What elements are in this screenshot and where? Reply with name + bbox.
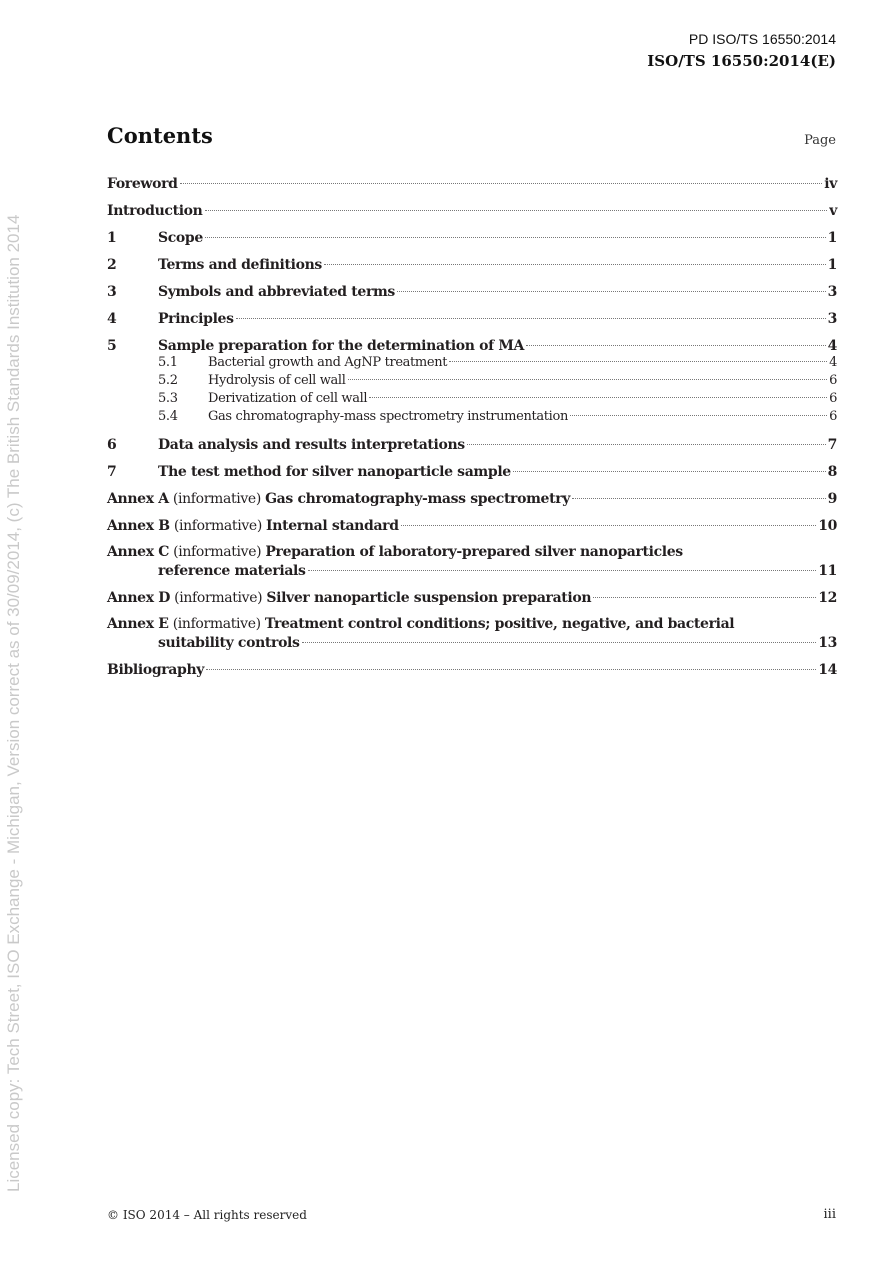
toc-entry-number: 5.3 bbox=[158, 391, 178, 406]
annex-id: Annex C bbox=[107, 544, 170, 560]
dot-leader bbox=[180, 183, 823, 184]
page-column-label: Page bbox=[804, 133, 836, 148]
toc-entry-bibliography[interactable] bbox=[107, 660, 837, 687]
document-id: PD ISO/TS 16550:2014 bbox=[688, 31, 836, 47]
dot-leader bbox=[348, 379, 828, 380]
toc-entry-annex-d[interactable] bbox=[107, 588, 837, 615]
dot-leader bbox=[308, 570, 817, 571]
toc-entry-page: 11 bbox=[818, 563, 837, 579]
annex-id: Annex A bbox=[107, 491, 169, 507]
toc-entry-page: 3 bbox=[827, 284, 837, 300]
dot-leader bbox=[302, 642, 817, 643]
annex-title: Silver nanoparticle suspension preparation bbox=[266, 590, 592, 606]
toc-entry-clause-4[interactable] bbox=[107, 309, 837, 336]
page-number: iii bbox=[823, 1207, 836, 1222]
toc-entry-number: 3 bbox=[107, 284, 117, 300]
toc-entry-page: 14 bbox=[818, 662, 837, 678]
annex-id: Annex B bbox=[107, 518, 170, 534]
annex-kind: (informative) bbox=[173, 518, 262, 534]
toc-entry-number: 5.4 bbox=[158, 409, 178, 424]
toc-entry-label: Bacterial growth and AgNP treatment bbox=[208, 355, 448, 370]
annex-title-continued: reference materials bbox=[158, 563, 306, 579]
dot-leader bbox=[449, 361, 827, 362]
toc-entry-page: 4 bbox=[829, 355, 837, 370]
toc-entry-number: 5 bbox=[107, 338, 117, 354]
toc-entry-label: Derivatization of cell wall bbox=[208, 391, 368, 406]
toc-entry-label bbox=[107, 588, 591, 608]
toc-entry-label: Introduction bbox=[107, 203, 203, 219]
dot-leader bbox=[236, 318, 826, 319]
toc-entry-number: 6 bbox=[107, 437, 117, 453]
toc-entry-label bbox=[107, 489, 570, 509]
toc-entry-page: iv bbox=[824, 176, 837, 192]
toc-entry-number: 4 bbox=[107, 311, 117, 327]
toc-entry-page: 7 bbox=[827, 437, 837, 453]
toc-entry-label bbox=[107, 543, 683, 561]
toc-entry-page: 1 bbox=[827, 230, 837, 246]
dot-leader bbox=[467, 444, 826, 445]
toc-entry-label: Foreword bbox=[107, 176, 178, 192]
toc-entry-clause-6[interactable] bbox=[107, 435, 837, 462]
toc-entry-label: Symbols and abbreviated terms bbox=[158, 284, 395, 300]
toc-entry-clause-1[interactable] bbox=[107, 228, 837, 255]
annex-title: Treatment control conditions; positive, negative, and bacterial bbox=[264, 616, 735, 632]
toc-entry-label: Bibliography bbox=[107, 662, 205, 678]
toc-entry-page: 9 bbox=[827, 491, 837, 507]
toc-entry-number: 1 bbox=[107, 230, 117, 246]
toc-entry-number: 7 bbox=[107, 464, 117, 480]
toc-entry-label: Data analysis and results interpretations bbox=[158, 437, 465, 453]
toc-entry-annex-e-continued[interactable] bbox=[107, 633, 837, 660]
toc-entry-number: 2 bbox=[107, 257, 117, 273]
dot-leader bbox=[206, 669, 816, 670]
toc-entry-page: 6 bbox=[829, 409, 837, 424]
license-watermark: Licensed copy: Tech Street, ISO Exchange - Michigan, Version correct as of 30/09/2014, (c) The British Standards Institution 2014 bbox=[4, 214, 23, 1192]
toc-entry-page: 10 bbox=[818, 518, 837, 534]
dot-leader bbox=[570, 415, 827, 416]
toc-entry-annex-c-continued[interactable] bbox=[107, 561, 837, 588]
dot-leader bbox=[397, 291, 826, 292]
toc-entry-label: Principles bbox=[158, 311, 234, 327]
toc-entry-page: 8 bbox=[827, 464, 837, 480]
toc-entry-label: Sample preparation for the determination of MA bbox=[158, 338, 524, 354]
dot-leader bbox=[324, 264, 826, 265]
dot-leader bbox=[205, 237, 826, 238]
dot-leader bbox=[369, 397, 827, 398]
annex-title: Preparation of laboratory-prepared silver nanoparticles bbox=[265, 544, 683, 560]
toc-entry-label: Hydrolysis of cell wall bbox=[208, 373, 346, 388]
annex-title: Internal standard bbox=[266, 518, 399, 534]
dot-leader bbox=[572, 498, 826, 499]
toc-entry-page: 6 bbox=[829, 373, 837, 388]
annex-kind: (informative) bbox=[174, 590, 263, 606]
toc-entry-introduction[interactable] bbox=[107, 201, 837, 228]
toc-entry-label: The test method for silver nanoparticle sample bbox=[158, 464, 511, 480]
dot-leader bbox=[593, 597, 816, 598]
toc-entry-page: 3 bbox=[827, 311, 837, 327]
toc-entry-subclause-5-4[interactable] bbox=[107, 408, 837, 426]
toc-entry-annex-b[interactable] bbox=[107, 516, 837, 543]
toc-entry-clause-2[interactable] bbox=[107, 255, 837, 282]
document-id-edition: ISO/TS 16550:2014(E) bbox=[647, 52, 836, 70]
toc-entry-clause-7[interactable] bbox=[107, 462, 837, 489]
toc-entry-page: 4 bbox=[827, 338, 837, 354]
toc-entry-page: 13 bbox=[818, 635, 837, 651]
toc-entry-number: 5.2 bbox=[158, 373, 178, 388]
annex-title: Gas chromatography-mass spectrometry bbox=[265, 491, 571, 507]
toc-entry-label bbox=[107, 516, 399, 536]
dot-leader bbox=[513, 471, 826, 472]
toc-entry-label: Terms and definitions bbox=[158, 257, 322, 273]
annex-title-continued: suitability controls bbox=[158, 635, 300, 651]
toc-entry-subclause-5-2[interactable] bbox=[107, 372, 837, 390]
annex-kind: (informative) bbox=[172, 491, 261, 507]
table-of-contents bbox=[107, 174, 837, 687]
toc-entry-page: 6 bbox=[829, 391, 837, 406]
toc-entry-annex-a[interactable] bbox=[107, 489, 837, 516]
toc-entry-label: Scope bbox=[158, 230, 203, 246]
toc-entry-page: 1 bbox=[827, 257, 837, 273]
toc-entry-page: 12 bbox=[818, 590, 837, 606]
toc-entry-label: Gas chromatography-mass spectrometry instrumentation bbox=[208, 409, 568, 424]
dot-leader bbox=[526, 345, 826, 346]
toc-entry-label bbox=[107, 615, 734, 633]
copyright-notice: © ISO 2014 – All rights reserved bbox=[107, 1208, 307, 1222]
contents-title: Contents bbox=[107, 123, 213, 148]
toc-entry-annex-e[interactable] bbox=[107, 615, 837, 633]
toc-entry-number: 5.1 bbox=[158, 355, 178, 370]
toc-entry-subclause-5-3[interactable] bbox=[107, 390, 837, 408]
dot-leader bbox=[401, 525, 817, 526]
annex-id: Annex E bbox=[107, 616, 169, 632]
annex-kind: (informative) bbox=[173, 544, 262, 560]
toc-entry-foreword[interactable] bbox=[107, 174, 837, 201]
toc-entry-subclause-5-1[interactable] bbox=[107, 354, 837, 372]
annex-id: Annex D bbox=[107, 590, 171, 606]
dot-leader bbox=[205, 210, 828, 211]
toc-entry-page: v bbox=[829, 203, 837, 219]
toc-entry-annex-c[interactable] bbox=[107, 543, 837, 561]
annex-kind: (informative) bbox=[172, 616, 261, 632]
toc-entry-clause-3[interactable] bbox=[107, 282, 837, 309]
